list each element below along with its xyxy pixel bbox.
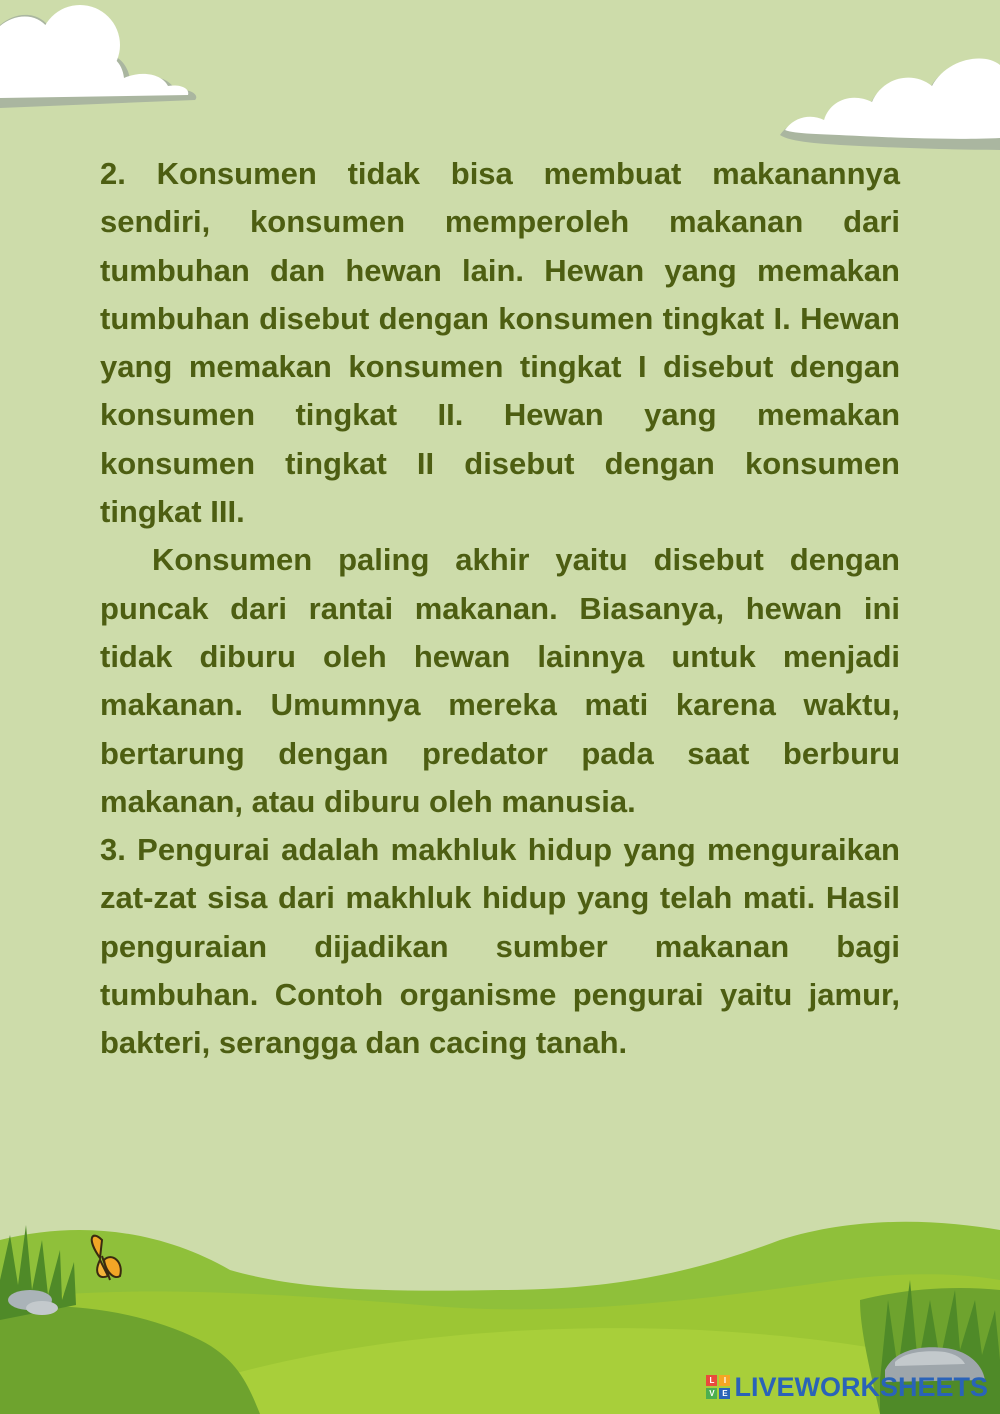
logo-letter-i: I	[719, 1375, 730, 1386]
paragraph-konsumen: 2. Konsumen tidak bisa membuat makanannya sendiri, konsumen memperoleh makanan dari tumbuhan dan hewan lain. Hewan yang memakan tumbuhan disebut dengan konsumen tingkat I. Hewan yang memakan konsumen tingkat I disebut dengan konsumen tingkat II. Hewan yang memakan konsumen tingkat II disebut dengan konsumen tingkat III.	[100, 156, 900, 530]
paragraph-pengurai: 3. Pengurai adalah makhluk hidup yang menguraikan zat-zat sisa dari makhluk hidup yang telah mati. Hasil penguraian dijadikan sumber makanan bagi tumbuhan. Contoh organisme pengurai yaitu jamur, bakteri, serangga dan cacing tanah.	[100, 832, 900, 1061]
liveworksheets-logo-icon	[706, 1375, 730, 1399]
logo-letter-v: V	[706, 1388, 717, 1399]
watermark-text: LIVEWORKSHEETS	[734, 1371, 988, 1402]
document-body	[100, 150, 900, 1068]
liveworksheets-watermark	[706, 1370, 988, 1404]
logo-letter-l: L	[706, 1375, 717, 1386]
logo-letter-e: E	[719, 1388, 730, 1399]
cloud-top-left	[0, 5, 196, 108]
paragraph-puncak-rantai: Konsumen paling akhir yaitu disebut dengan puncak dari rantai makanan. Biasanya, hewan ini tidak diburu oleh hewan lainnya untuk menjadi makanan. Umumnya mereka mati karena waktu, bertarung dengan predator pada saat berburu makanan, atau diburu oleh manusia.	[100, 542, 900, 819]
cloud-top-right	[780, 58, 1000, 150]
